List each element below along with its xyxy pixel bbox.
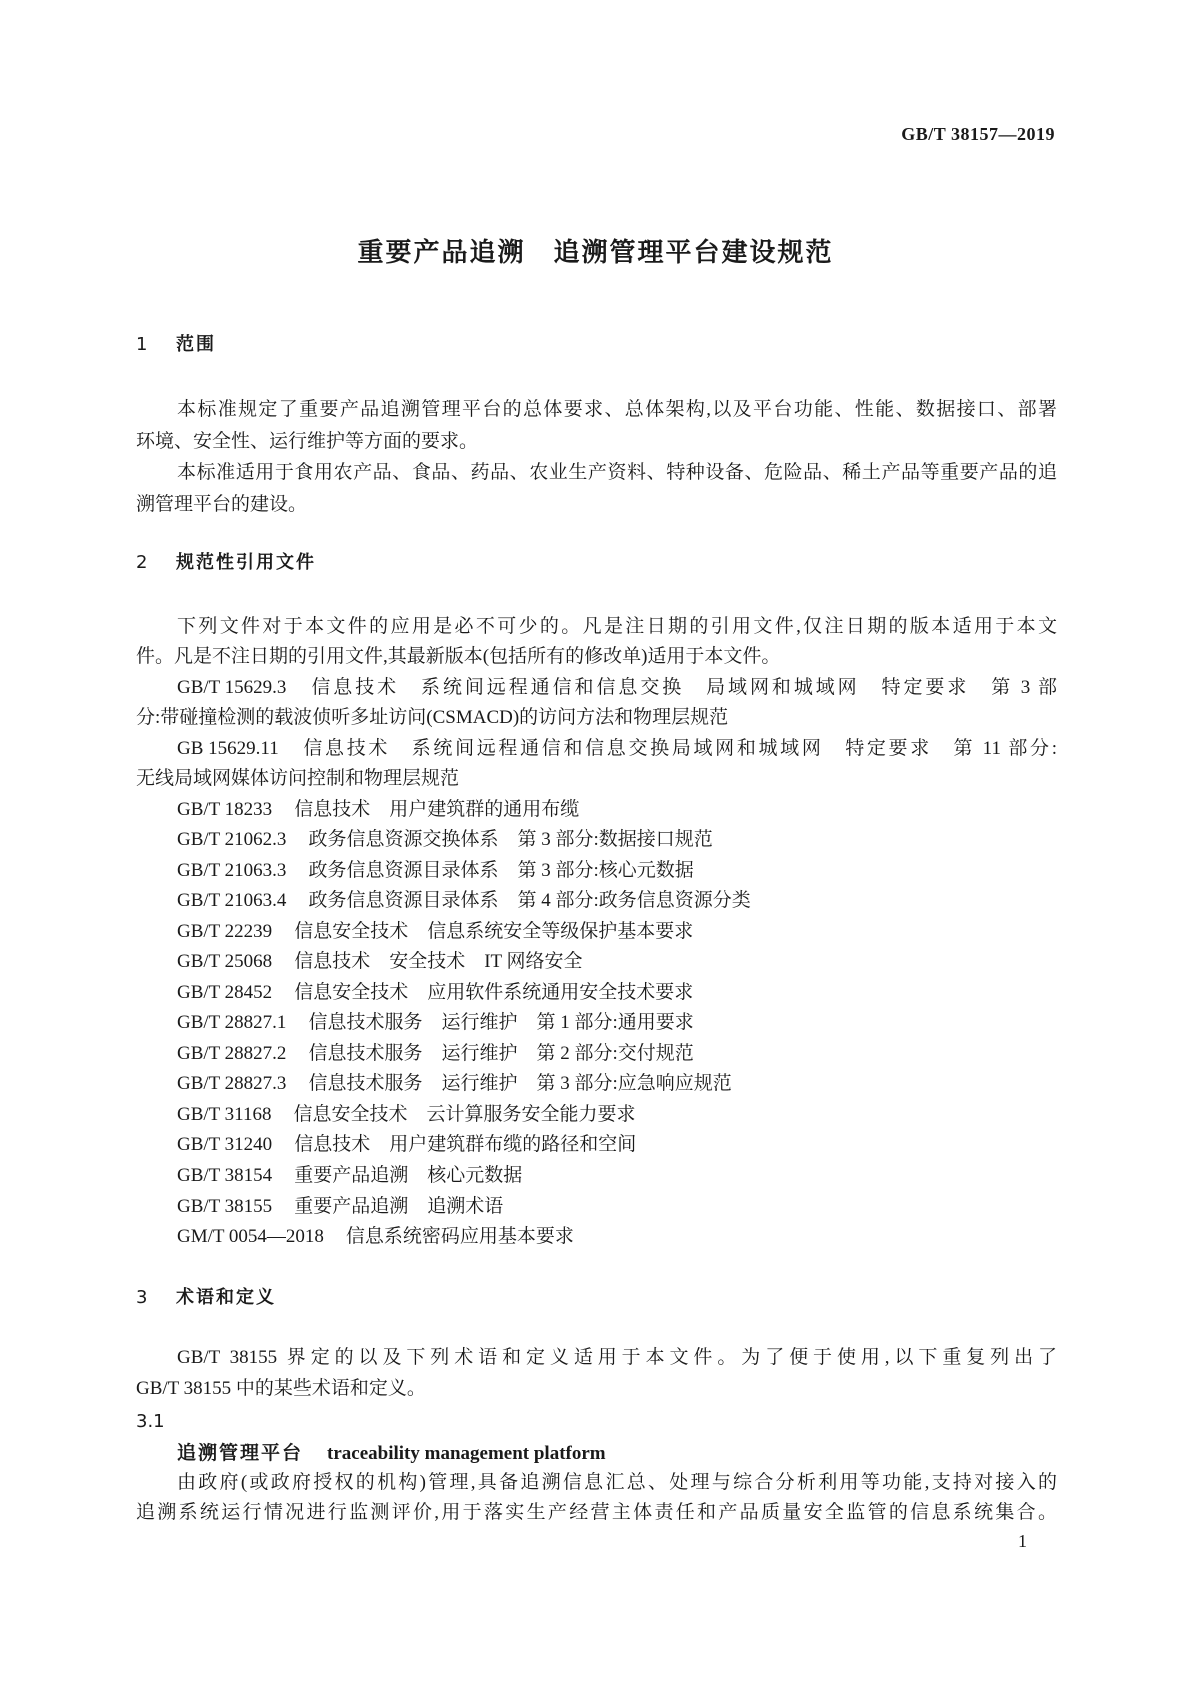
reference-code: GB/T 21062.3 <box>177 829 287 850</box>
reference-item <box>177 978 693 1008</box>
section-heading-2 <box>136 548 316 578</box>
section-heading-1 <box>136 330 216 360</box>
section-number: 1 <box>136 334 150 355</box>
section-number: 2 <box>136 552 150 573</box>
reference-code: GB/T 25068 <box>177 951 273 972</box>
definition-line: 由政府(或政府授权的机构)管理,具备追溯信息汇总、处理与综合分析利用等功能,支持对接入的 <box>177 1472 1057 1493</box>
reference-title: 信息安全技术 信息系统安全等级保护基本要求 <box>294 921 694 942</box>
term-heading <box>177 1438 606 1468</box>
reference-title: 政务信息资源目录体系 第 4 部分:政务信息资源分类 <box>308 890 751 911</box>
paragraph-line: 溯管理平台的建设。 <box>136 494 308 515</box>
reference-title: 政务信息资源目录体系 第 3 部分:核心元数据 <box>308 860 694 881</box>
paragraph-line: 环境、安全性、运行维护等方面的要求。 <box>136 431 479 452</box>
section-number: 3 <box>136 1287 150 1308</box>
reference-item <box>177 734 1057 764</box>
reference-item <box>177 1008 694 1038</box>
reference-item <box>177 1100 636 1130</box>
reference-item <box>177 947 583 977</box>
paragraph-line: GB/T 38155 中的某些术语和定义。 <box>136 1378 426 1399</box>
reference-title: 信息技术服务 运行维护 第 1 部分:通用要求 <box>308 1012 694 1033</box>
reference-title: 信息技术 用户建筑群的通用布缆 <box>294 799 580 820</box>
reference-item <box>177 1161 522 1191</box>
reference-item <box>177 1069 732 1099</box>
section-heading-3 <box>136 1283 276 1313</box>
reference-code: GB/T 22239 <box>177 921 273 942</box>
reference-continuation: 分:带碰撞检测的载波侦听多址访问(CSMACD)的访问方法和物理层规范 <box>136 707 729 728</box>
reference-item <box>177 1039 694 1069</box>
reference-title: 信息技术 安全技术 IT 网络安全 <box>294 951 583 972</box>
reference-item <box>177 1222 574 1252</box>
term-number: 3.1 <box>136 1411 165 1432</box>
paragraph-line: 件。凡是不注日期的引用文件,其最新版本(包括所有的修改单)适用于本文件。 <box>136 646 781 667</box>
reference-title: 信息技术服务 运行维护 第 3 部分:应急响应规范 <box>308 1073 732 1094</box>
page-number: 1 <box>1018 1531 1027 1551</box>
reference-item <box>177 825 713 855</box>
reference-code: GB/T 28827.1 <box>177 1012 287 1033</box>
reference-code: GB/T 38155 <box>177 1196 273 1217</box>
reference-title: 重要产品追溯 追溯术语 <box>294 1196 504 1217</box>
reference-item <box>177 886 751 916</box>
paragraph-line: 本标准规定了重要产品追溯管理平台的总体要求、总体架构,以及平台功能、性能、数据接口、部署 <box>177 399 1057 420</box>
paragraph-line: GB/T 38155 界定的以及下列术语和定义适用于本文件。为了便于使用,以下重复列出了 <box>177 1347 1058 1368</box>
reference-code: GB/T 28452 <box>177 982 273 1003</box>
reference-item <box>177 673 1057 703</box>
reference-continuation: 无线局域网媒体访问控制和物理层规范 <box>136 768 460 789</box>
reference-item <box>177 856 694 886</box>
reference-code: GM/T 0054—2018 <box>177 1226 324 1247</box>
term-zh: 追溯管理平台 <box>177 1442 304 1464</box>
reference-code: GB/T 38154 <box>177 1165 273 1186</box>
paragraph-line: 下列文件对于本文件的应用是必不可少的。凡是注日期的引用文件,仅注日期的版本适用于本文 <box>177 616 1057 637</box>
page-title: 重要产品追溯 追溯管理平台建设规范 <box>357 238 834 268</box>
reference-title: 信息系统密码应用基本要求 <box>345 1226 574 1247</box>
reference-title: 信息安全技术 云计算服务安全能力要求 <box>293 1104 636 1125</box>
reference-code: GB/T 21063.4 <box>177 890 287 911</box>
definition-line: 追溯系统运行情况进行监测评价,用于落实生产经营主体责任和产品质量安全监管的信息系统集合。 <box>136 1502 1057 1523</box>
reference-title: 信息技术 系统间远程通信和信息交换局域网和城域网 特定要求 第 11 部分: <box>300 738 1057 759</box>
reference-title: 信息技术 用户建筑群布缆的路径和空间 <box>294 1134 637 1155</box>
reference-code: GB/T 18233 <box>177 799 273 820</box>
reference-title: 信息安全技术 应用软件系统通用安全技术要求 <box>294 982 694 1003</box>
section-title: 规范性引用文件 <box>176 552 316 573</box>
reference-item <box>177 1130 636 1160</box>
document-id: GB/T 38157—2019 <box>901 124 1055 144</box>
paragraph-line: 本标准适用于食用农产品、食品、药品、农业生产资料、特种设备、危险品、稀土产品等重要产品的追 <box>177 462 1057 483</box>
reference-code: GB/T 28827.3 <box>177 1073 287 1094</box>
reference-code: GB/T 15629.3 <box>177 677 287 698</box>
term-en: traceability management platform <box>327 1443 606 1464</box>
reference-item <box>177 917 693 947</box>
reference-code: GB/T 31240 <box>177 1134 273 1155</box>
reference-code: GB/T 21063.3 <box>177 860 287 881</box>
section-title: 范围 <box>176 334 216 355</box>
reference-item <box>177 1192 503 1222</box>
section-title: 术语和定义 <box>176 1287 276 1308</box>
reference-code: GB/T 31168 <box>177 1104 272 1125</box>
reference-title: 信息技术 系统间远程通信和信息交换 局域网和城域网 特定要求 第 3 部 <box>308 677 1057 698</box>
reference-code: GB/T 28827.2 <box>177 1043 287 1064</box>
reference-item <box>177 795 579 825</box>
reference-title: 信息技术服务 运行维护 第 2 部分:交付规范 <box>308 1043 694 1064</box>
reference-title: 重要产品追溯 核心元数据 <box>294 1165 523 1186</box>
reference-code: GB 15629.11 <box>177 738 279 759</box>
reference-title: 政务信息资源交换体系 第 3 部分:数据接口规范 <box>308 829 713 850</box>
